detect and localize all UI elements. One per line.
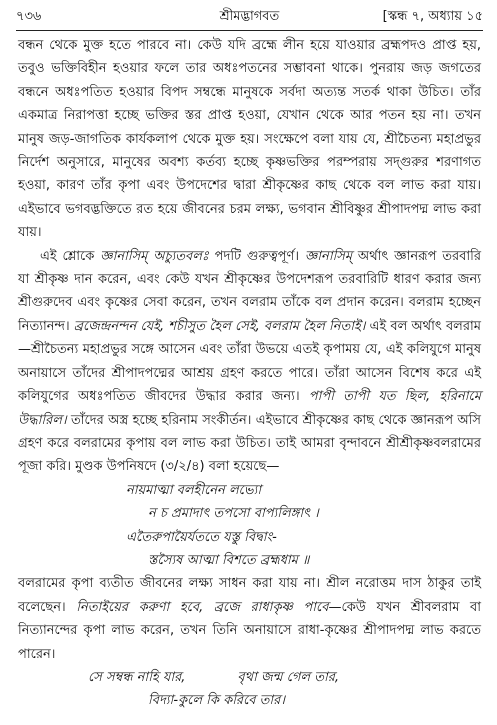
- closing-line-2: বিদ্যা-কুলে কি করিবে তার।: [148, 693, 285, 709]
- closing-line-1-a: সে সম্বন্ধ নাহি যার,: [88, 669, 186, 685]
- emphasis: পাপী তাপী যত ছিল, হরিনামে উদ্ধারিল।: [18, 389, 481, 428]
- emphasis: ব্রজেন্দ্রনন্দন যেই, শচীসুত হৈল সেই, বলরাম হৈল নিতাই।: [73, 318, 366, 334]
- emphasis: জ্ঞানাসিম্: [304, 248, 353, 264]
- closing-line-1-b: বৃথা জন্ম গেল তার,: [237, 669, 340, 685]
- text: এই শ্লোকে: [40, 248, 101, 264]
- page-number: ৭৩৬: [16, 9, 42, 24]
- closing-verse: [18, 666, 481, 713]
- page-header: [16, 6, 483, 28]
- closing-line-1: [18, 666, 481, 689]
- text: বলরামের কৃপা ব্যতীত জীবনের লক্ষ্য সাধন করা যায় না। শ্রীল নরোত্তম দাস ঠাকুর তাই বলেছেন।: [18, 576, 481, 615]
- text: এই বল অর্থাৎ বলরাম—শ্রীচৈতন্য মহাপ্রভুর সঙ্গে আসেন এবং তাঁরা উভয়ে এতই কৃপাময় যে, এই কলিযুগে মানুষ অনায়াসে তাঁদের শ্রীপাদপদ্মের আশ্রয় গ্রহণ করতে পারে। তাঁরা আসেন বিশেষ করে এই কলিযুগের অধঃপতিত জীবদের উদ্ধার করার জন্য।: [18, 318, 482, 405]
- book-title: শ্রীমদ্ভাগবত: [219, 9, 280, 24]
- verse-line: নায়মাত্মা বলহীনেন লভ্যো: [126, 482, 262, 498]
- header-rule: [16, 30, 483, 31]
- page-body: [18, 34, 481, 713]
- emphasis: নিতাইয়ের করুণা হবে, ব্রজে রাধাকৃষ্ণ পাবে: [76, 599, 329, 615]
- text: অর্থাৎ জ্ঞানরূপ তরবারি যা শ্রীকৃষ্ণ দান করেন, এবং কেউ যখন শ্রীকৃষ্ণের উপদেশরূপ তরবারিটি ধারণ করার জন্য শ্রীগুরুদেব এবং কৃষ্ণের সেবা করেন, তখন বলরাম তাঁকে বল প্রদান করেন। বলরাম হচ্ছেন নিত্যানন্দ।: [18, 248, 481, 334]
- verse-line: স্তস্যৈষ আত্মা বিশতে ব্রহ্মধাম ॥: [148, 552, 310, 568]
- chapter-reference: [স্কন্ধ ৭, অধ্যায় ১৫: [382, 9, 483, 24]
- paragraph-3: [18, 572, 481, 666]
- verse-line: এতৈরুপায়ৈর্যততে যস্তু বিদ্বাং-: [126, 529, 277, 545]
- text: পদটি গুরুত্বপূর্ণ।: [208, 248, 305, 264]
- paragraph-1: বন্ধন থেকে মুক্ত হতে পারবে না। কেউ যদি ব্রহ্মে লীন হয়ে যাওয়ার ব্রহ্মপদও প্রাপ্ত হয়, তবুও ভক্তিবিহীন হওয়ার ফলে তার অধঃপতনের সম্ভাবনা থাকে। পুনরায় জড় জগতের বন্ধনে অধঃপতিত হওয়ার বিপদ সম্বন্ধে মানুষকে সর্বদা অত্যন্ত সতর্ক থাকা উচিত। তাঁর একমাত্র নিরাপত্তা হচ্ছে ভক্তির স্তর প্রাপ্ত হওয়া, যেখান থেকে আর পতন হয় না। তখন মানুষ জড়-জাগতিক কার্যকলাপ থেকে মুক্ত হয়। সংক্ষেপে বলা যায় যে, শ্রীচৈতন্য মহাপ্রভুর নির্দেশ অনুসারে, মানুষের অবশ্য কর্তব্য হচ্ছে কৃষ্ণভক্তির পরম্পরায় সদ্গুরুর শরণাগত হওয়া, কারণ তাঁর কৃপা এবং উপদেশের দ্বারা শ্রীকৃষ্ণের কাছ থেকে বল লাভ করা যায়। এইভাবে ভগবদ্ভক্তিতে রত হয়ে জীবনের চরম লক্ষ্য, ভগবান শ্রীবিষ্ণুর শ্রীপাদপদ্ম লাভ করা যায়।: [18, 38, 481, 241]
- verse-block: [18, 479, 481, 573]
- verse-line: ন চ প্রমাদাৎ তপসো বাপ্যলিঙ্গাৎ ।: [148, 506, 319, 522]
- text: তাঁদের অস্ত্র হচ্ছে হরিনাম সংকীর্তন। এইভাবে শ্রীকৃষ্ণের কাছ থেকে জ্ঞানরূপ অসি গ্রহণ করে বলরামের কৃপায় বল লাভ করা উচিত। তাই আমরা বৃন্দাবনে শ্রীশ্রীকৃষ্ণবলরামের পূজা করি। মুণ্ডক উপনিষদে (৩/২/৪) বলা হয়েছে—: [18, 412, 481, 475]
- text: —কেউ যখন শ্রীবলরাম বা নিত্যানন্দের কৃপা লাভ করেন, তখন তিনি অনায়াসে রাধা-কৃষ্ণের শ্রীপাদপদ্ম লাভ করতে পারেন।: [18, 599, 481, 662]
- paragraph-2: [18, 245, 481, 479]
- emphasis: জ্ঞানাসিম্ অচ্যুতবলঃ: [100, 248, 209, 264]
